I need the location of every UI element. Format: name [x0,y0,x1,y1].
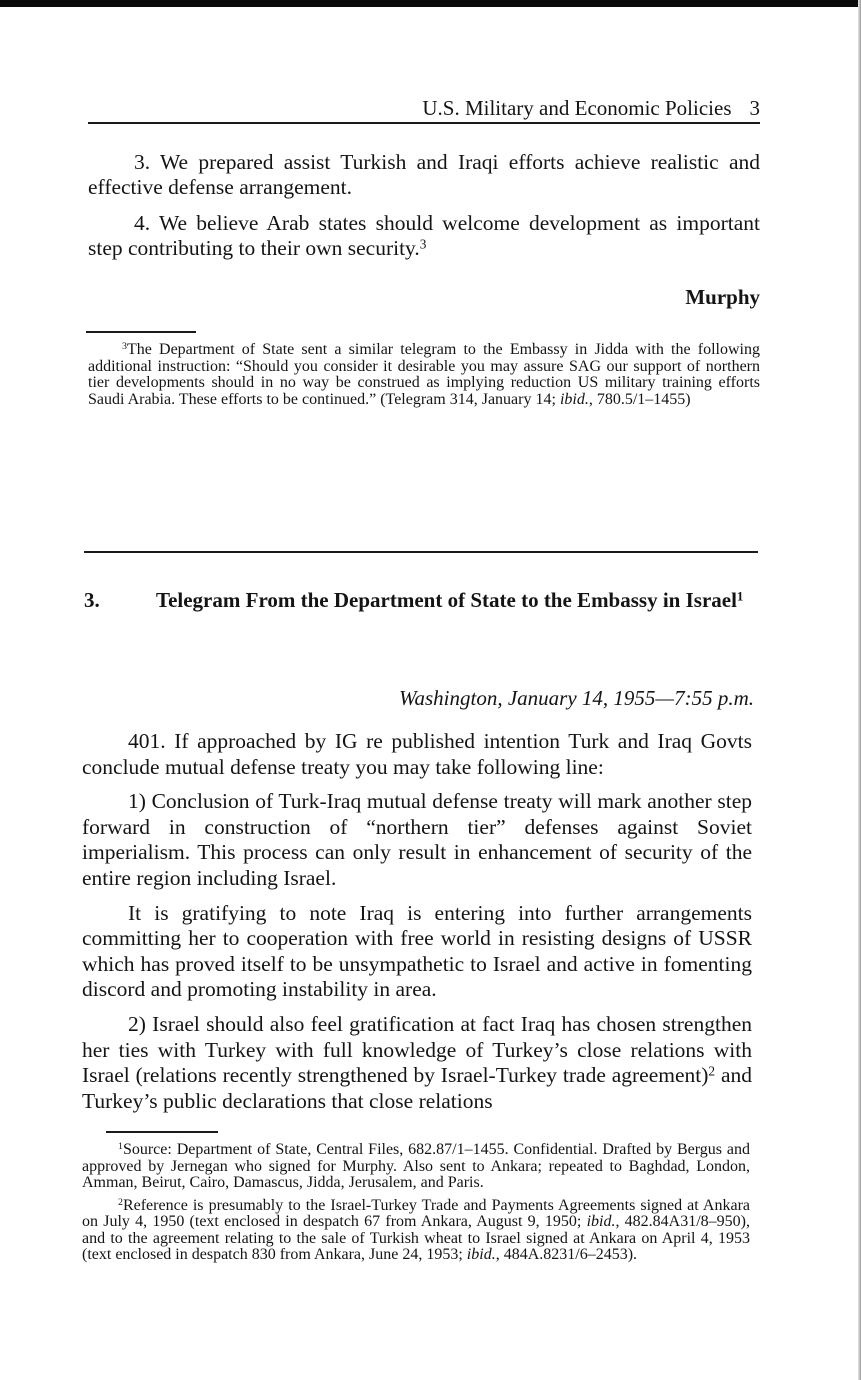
paragraph-point-2: 2) Israel should also feel gratification at fact Iraq has chosen strengthen her ties with Turkey with full knowledge of Turkey’s close relations with Israel (relations recently strengthened by Israel-Turkey trade agreement)$^2$ and Turkey’s public declarations that close relations [82,1011,752,1113]
footnote-rule-bottom [106,1131,218,1133]
footnote-ref-3: 3 [419,236,427,252]
page-number: 3 [749,96,760,120]
footnote-2-marker: 2 [118,1196,123,1208]
footnote-2: $^2$Reference is presumably to the Israel-Turkey Trade and Payments Agreements signed at Ankara on July 4, 1950 (text enclosed in despatch 67 from Ankara, August 9, 1950; ibid., 482.84A31/8–950), and to the agreement relating to the sale of Turkish wheat to Israel signed at Ankara on April 4, 1953 (text enclosed in despatch 830 from Ankara, June 24, 1953; ibid., 484A.8231/6–2453). [82,1196,751,1263]
paragraph-point-3: 3. We prepared assist Turkish and Iraqi efforts achieve realistic and effective defense arrangement. [88,150,760,199]
running-head [422,96,760,121]
footnote-rule-top [86,331,196,333]
footnote-1-marker: 1 [118,1141,123,1153]
footnote-3-ibid: ibid. [559,390,589,408]
dateline: Washington, January 14, 1955—7:55 p.m. [398,686,754,710]
document-title: Telegram From the Department of State to the Embassy in Israel$^1$ [156,588,744,612]
running-head-title: U.S. Military and Economic Policies [422,96,732,120]
footnote-ref-2: 2 [708,1063,716,1079]
paragraph-point-4 [88,211,760,261]
footnote-3-text: $^3$The Department of State sent a similar telegram to the Embassy in Jidda with the following additional instruction: “Should you consider it desirable you may assure SAG our support of northern tier developments should in no way be construed as implying reduction US military training efforts Saudi Arabia. These efforts to be continued.” (Telegram 314, January 14; ibid., 780.5/1–1455) [88,341,760,408]
header-rule [88,122,760,124]
paragraph-point-1: 1) Conclusion of Turk-Iraq mutual defense treaty will mark another step forward in construction of “northern tier” defenses against Soviet imperialism. This process can only result in enhancement of security of the entire region including Israel. [82,789,752,890]
footnotes-bottom [82,1142,750,1264]
document-number: 3. [84,588,100,612]
signature: Murphy [685,285,760,309]
footnote-1: $^1$Source: Department of State, Central Files, 682.87/1–1455. Confidential. Drafted by Bergus and approved by Jernegan who signed for Murphy. Also sent to Ankara; repeated to Baghdad, London, Amman, Beirut, Cairo, Damascus, Jidda, Jerusalem, and Paris. [82,1141,750,1191]
footnote-3-marker: 3 [122,341,127,353]
paragraph-point-4-text: 4. We believe Arab states should welcome development as important step contributing to their own security. [88,211,760,260]
section-divider [84,551,758,553]
continued-telegram-text [88,150,760,261]
footnote-2-ibid-a: ibid. [586,1213,616,1230]
footnote-2-ibid-b: ibid. [466,1246,496,1263]
page-top-edge [0,0,861,7]
paragraph-iraq-gratifying: It is gratifying to note Iraq is entering into further arrangements committing her to cooperation with free world in resisting designs of USSR which has proved itself to be unsympathetic to Israel and active in fomenting discord and promoting instability in area. [82,900,752,1002]
footnote-3 [88,342,760,408]
paragraph-401: 401. If approached by IG re published intention Turk and Iraq Govts conclude mutual defense treaty you may take following line: [82,729,752,779]
telegram-body [82,729,752,1114]
footnote-ref-1: 1 [736,588,744,604]
